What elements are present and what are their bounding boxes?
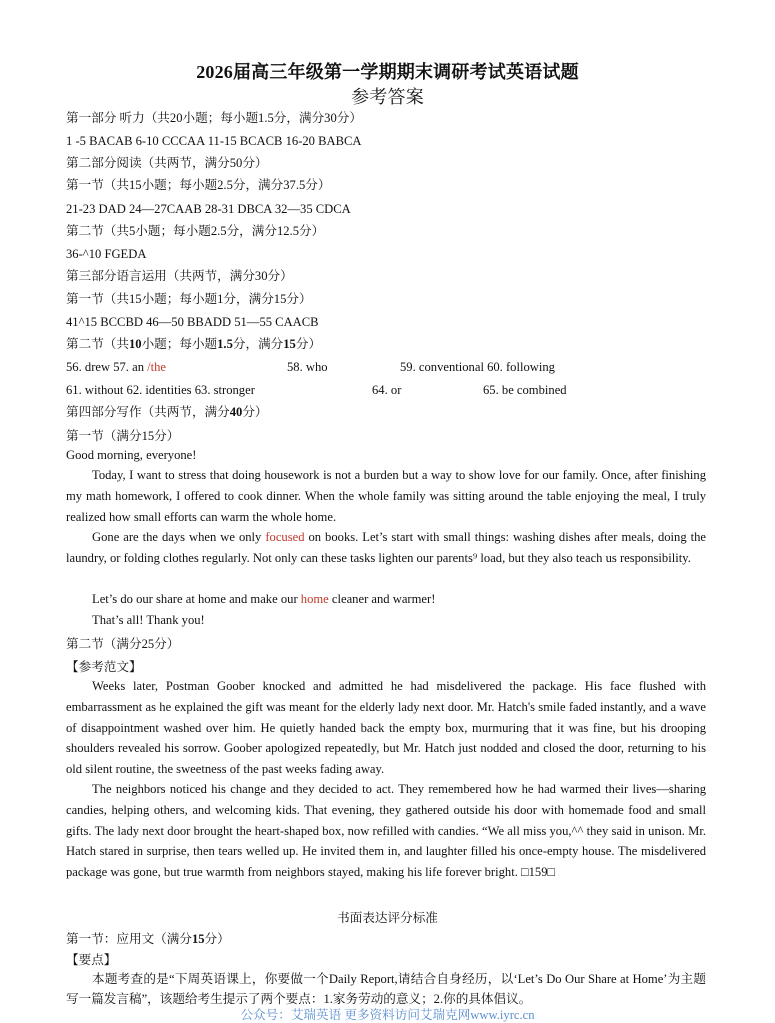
essay2-paragraph-1: Weeks later, Postman Goober knocked and admitted he had misdelivered the package. His face flushed with embarrassment as he explained the gift was meant for the elderly lady next door. Mr. Hatch's smile faded instantly, and a wave of disappointment washed over him. He quietly handed back the empty box, murmuring that it was fine, but his drooping shoulders revealed his sorrow. Goober apologized repeatedly, but Mr. Hatch just nodded and closed the door, returning to his old silent routine, the sweetness of the past weeks fading away. — [66, 679, 706, 777]
part1-answers: 1 -5 BACAB 6-10 CCCAA 11-15 BCACB 16-20 BABCA — [66, 134, 362, 148]
part2-heading: 第二部分阅读（共两节，满分50分） — [66, 156, 268, 170]
essay1-greeting: Good morning, everyone! — [66, 448, 197, 462]
part3-sec1-heading: 第一节（共15小题；每小题1分，满分15分） — [66, 292, 312, 306]
part2-sec1-answers: 21-23 DAD 24—27CAAB 28-31 DBCA 32—35 CDCA — [66, 202, 351, 216]
fill-row1-col3: 59. conventional 60. following — [400, 360, 555, 374]
essay1-paragraph-2: Gone are the days when we only focused on books. Let’s start with small things: washing dishes after meals, doing the laundry, or folding clothes regularly. Not only can these tasks lighten our parents⁹ load, but they also teach us responsibility. — [66, 530, 706, 565]
criteria-sec1-heading: 第一节：应用文（满分15分） — [66, 932, 230, 946]
fill-row2-col2: 64. or — [372, 383, 402, 397]
part4-sec2-heading: 第二节（满分25分） — [66, 637, 180, 651]
document-title: 2026届高三年级第一学期期末调研考试英语试题 — [196, 62, 579, 82]
part4-sec1-heading: 第一节（满分15分） — [66, 429, 180, 443]
points-label: 【要点】 — [66, 953, 117, 967]
essay1-paragraph-1: Today, I want to stress that doing housework is not a burden but a way to show love for our family. Once, after finishing my math homework, I offered to cook dinner. When the whole family was sitting around the table enjoying the meal, I truly realized how small efforts can warm the whole home. — [66, 468, 706, 524]
part2-sec2-answers: 36-^10 FGEDA — [66, 247, 147, 261]
essay1-paragraph-3: Let’s do our share at home and make our home cleaner and warmer! — [92, 592, 436, 606]
part2-sec2-heading: 第二节（共5小题；每小题2.5分，满分12.5分） — [66, 224, 325, 238]
fill-row1-col1: 56. drew 57. an /the — [66, 360, 167, 374]
part2-sec1-heading: 第一节（共15小题；每小题2.5分，满分37.5分） — [66, 178, 331, 192]
points-text: 本题考查的是“下周英语课上，你要做一个Daily Report,请结合自身经历，以‘Let’s Do Our Share at Home’为主题写一篇发言稿”，该题给考生提示了两个要点：1.家务劳动的意义；2.你的具体倡议。 — [66, 972, 706, 1006]
footer-watermark: 公众号：艾瑞英语 更多资料访问艾瑞克网www.iyrc.cn — [240, 1008, 535, 1022]
part3-sec2-heading: 第二节（共10小题；每小题1.5分，满分15分） — [66, 337, 322, 351]
part4-heading: 第四部分写作（共两节，满分40分） — [66, 405, 268, 419]
part1-heading: 第一部分 听力（共20小题；每小题1.5分，满分30分） — [66, 111, 362, 125]
fill-row2-col1: 61. without 62. identities 63. stronger — [66, 383, 255, 397]
part3-heading: 第三部分语言运用（共两节，满分30分） — [66, 269, 293, 283]
sample-essay-label: 【参考范文】 — [66, 660, 142, 674]
document-subtitle: 参考答案 — [351, 87, 424, 107]
fill-row2-col3: 65. be combined — [483, 383, 567, 397]
fill-row1-col2: 58. who — [287, 360, 328, 374]
essay2-paragraph-2: The neighbors noticed his change and they decided to act. They remembered how he had warmed their lives—sharing candies, helping others, and welcoming kids. That evening, they gathered outside his door with homemade food and small gifts. The lady next door brought the heart-shaped box, now refilled with candies. “We all miss you,^^ they said in unison. Mr. Hatch stared in surprise, then tears welled up. He invited them in, and laughter filled his once-empty house. The misdelivered package was gone, but true warmth from neighbors stayed, making his life forever bright. □159□ — [66, 782, 706, 880]
essay1-paragraph-4: That’s all! Thank you! — [92, 613, 205, 627]
part3-sec1-answers: 41^15 BCCBD 46—50 BBADD 51—55 CAACB — [66, 315, 319, 329]
criteria-title: 书面表达评分标准 — [337, 911, 438, 925]
